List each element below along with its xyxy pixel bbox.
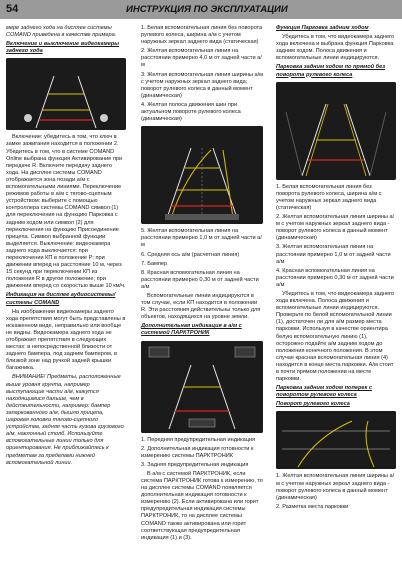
paragraph: Убедитесь в том, что видеокамера заднего хода включена и выбрана функция Парковка задним ходом. Полоса движения и вспомогательные линии индицируются. [276,34,395,62]
section-title: ИНСТРУКЦИЯ ПО ЭКСПЛУАТАЦИИ [126,4,288,15]
list-item: 3. Желтая вспомогательная линия ширины а/м с учетом наружных зеркал заднего вида; поворот рулевого колеса в данный момент (динамическая) [141,71,263,99]
list-item: 1. Белая вспомогательная линия без поворота рулевого колеса, ширина а/м с учетом наружных зеркал заднего вида (статическая) [141,25,263,46]
list-item: 2. Желтая вспомогательная линия на расстоянии примерно 4,0 м от задней части а/м [141,48,262,69]
section-heading: Дополнительная индикация в а/м с системой ПАРКТРОНИК [141,323,242,337]
list-item: 1. Передняя предупредительная индикация [141,436,256,443]
page-header [0,0,402,19]
section-heading: Индикация на дисплее аудиосистемы/системы COMAND [6,292,116,306]
list-item: 5. Желтая вспомогательная линия на расстоянии примерно 1,0 м от задней части а/м [141,228,262,249]
paragraph: Убедитесь в том, что видеокамера заднего хода включена. Полоса движения и вспомогательные линии индицируются. Проверьте по белой вспомогательной линии (1), достаточен ли для а/м размер места парковки. Используя в качестве ориентира белую вспомогательную линию (1), осторожно подайте а/м задним ходом до положения конечного положения. В этом случае красная вспомогательная линия (4) находится в конце места парковки. А/м стоит в почти прямом положении на месте парковки. [276,290,395,383]
list-item: 1. Желтая вспомогательная линия ширины а/м с учетом наружных зеркал заднего вида - поворот рулевого колеса в данный момент (динамическая) [276,473,395,501]
list-item: 4. Красная вспомогательная линия на расстоянии примерно 0,30 м от задней части а/м [276,267,394,288]
section-heading: Парковка задним ходом поперек с поворотом рулевого колеса [276,385,373,399]
camera-image-1 [6,58,126,130]
list-item: 2. Дополнительная индикация готовности к измерению системы ПАРКТРОНИК [141,445,254,459]
camera-image-3 [141,341,263,433]
page-number: 54 [6,3,19,15]
list-item: 3. Задняя предупредительная индикация [141,461,249,468]
section-heading: Поворот рулевого колеса [276,401,350,408]
paragraph: На изображении видеокамеры заднего хода препятствия могут быть представлены в искаженном виде, неправильно или вообще не видны. Видеокамера заднего хода не отображает препятствия в следующих местах: в непосредственной близости от заднего бампера, под задним бампером, в близкой зоне над ручкой задней крышки багажника. [6,308,126,372]
list-item: 3. Желтая вспомогательная линия на расстоянии примерно 1,0 м от задней части а/м [276,244,391,265]
camera-image-4 [276,82,396,180]
list-item: 6. Средняя ось а/м (расчетная линия) [141,251,240,258]
list-item: 7. Бампер [141,260,168,267]
section-heading: Парковка задним ходом по прямой без поворота рулевого колеса [276,64,386,78]
column-right [276,25,396,513]
paragraph: Вспомогательные линии индицируются в том случае, если КП находится в положении R. Эти расстояния действительны только для объектов, находящихся на уровне земли. [141,292,261,321]
paragraph: В а/м с системой ПАРКТРОНИК, если система ПАРКТРОНИК готова к измерению, то на дисплее системы COMAND появляется дополнительная индикация готовности к измерению (2). Если активирована или горит предупредительная индикация системы ПАРКТРОНИК, то на дисплее системы COMAND также активирована или горит соответствующая предупредительная индикация (1) и (3). [141,470,263,541]
camera-image-5 [276,411,396,469]
list-item: 1. Белая вспомогательная линия без поворота рулевого колеса, ширина а/м с учетом наружных зеркал заднего вида (статическая) [276,183,382,211]
section-heading: Функция Парковка задним ходом [276,25,369,31]
paragraph: Включение: убедитесь в том, что ключ в замке зажигания находится в положении 2. Убедитесь в том, что в системе COMAND Online выбрана функция Активирование при передаче R. Включите передачу заднего хода. На дисплее системы COMAND отображается зона позади а/м с вспомогательными линиями. Переключение режимов работы в а/м с тягово-сцепным устройством: выберите с помощью контроллера системы COMAND символ (1) для переключения на функцию Парковка с задним ходом или символ (2) для переключения на функцию Присоединение прицепа. Символ выбранной функции выделяется. Выключение: видеокамера заднего хода выключается: при переключении КП в положение P; при движении вперед на расстояние 10 м, через 15 секунд при переключении КП из положения R в другое положение; при движении вперед со скоростью выше 10 км/ч. [6,134,126,290]
section-heading: Включение и выключение видеокамеры заднего хода [6,41,120,55]
column-middle [141,25,263,544]
list-item: 8. Красная вспомогательная линия на расстоянии примерно 0,30 м от задней части а/м [141,269,259,290]
list-item: 2. Желтая вспомогательная линия ширины а/м с учетом наружных зеркал заднего вида - поворот рулевого колеса в данный момент (динамическая) [276,214,395,242]
paragraph: мере заднего хода на дисплее системы COMAND приведена в качестве примера. [6,25,117,39]
warning-paragraph: ВНИМАНИЕ! Предметы, расположенные выше уровня грунта, например выступающие части а/м, кажутся находящимися дальше, чем в действительности, например: бампер запаркованного а/м, дышло прицепа, шаровая головка тягово-сцепного устройства, задняя часть кузова грузового а/м, наклонный столб. Используйте вспомогательные линии только для ориентирования. Не приближайтесь к предметам за пределами нижней вспомогательной линии. [6,374,124,466]
list-item: 4. Желтая полоса движения шин при актуальном повороте рулевого колеса (динамическая) [141,101,241,123]
camera-image-2 [141,126,263,224]
column-left [6,25,126,469]
list-item: 2. Разметка места парковки [276,503,349,510]
